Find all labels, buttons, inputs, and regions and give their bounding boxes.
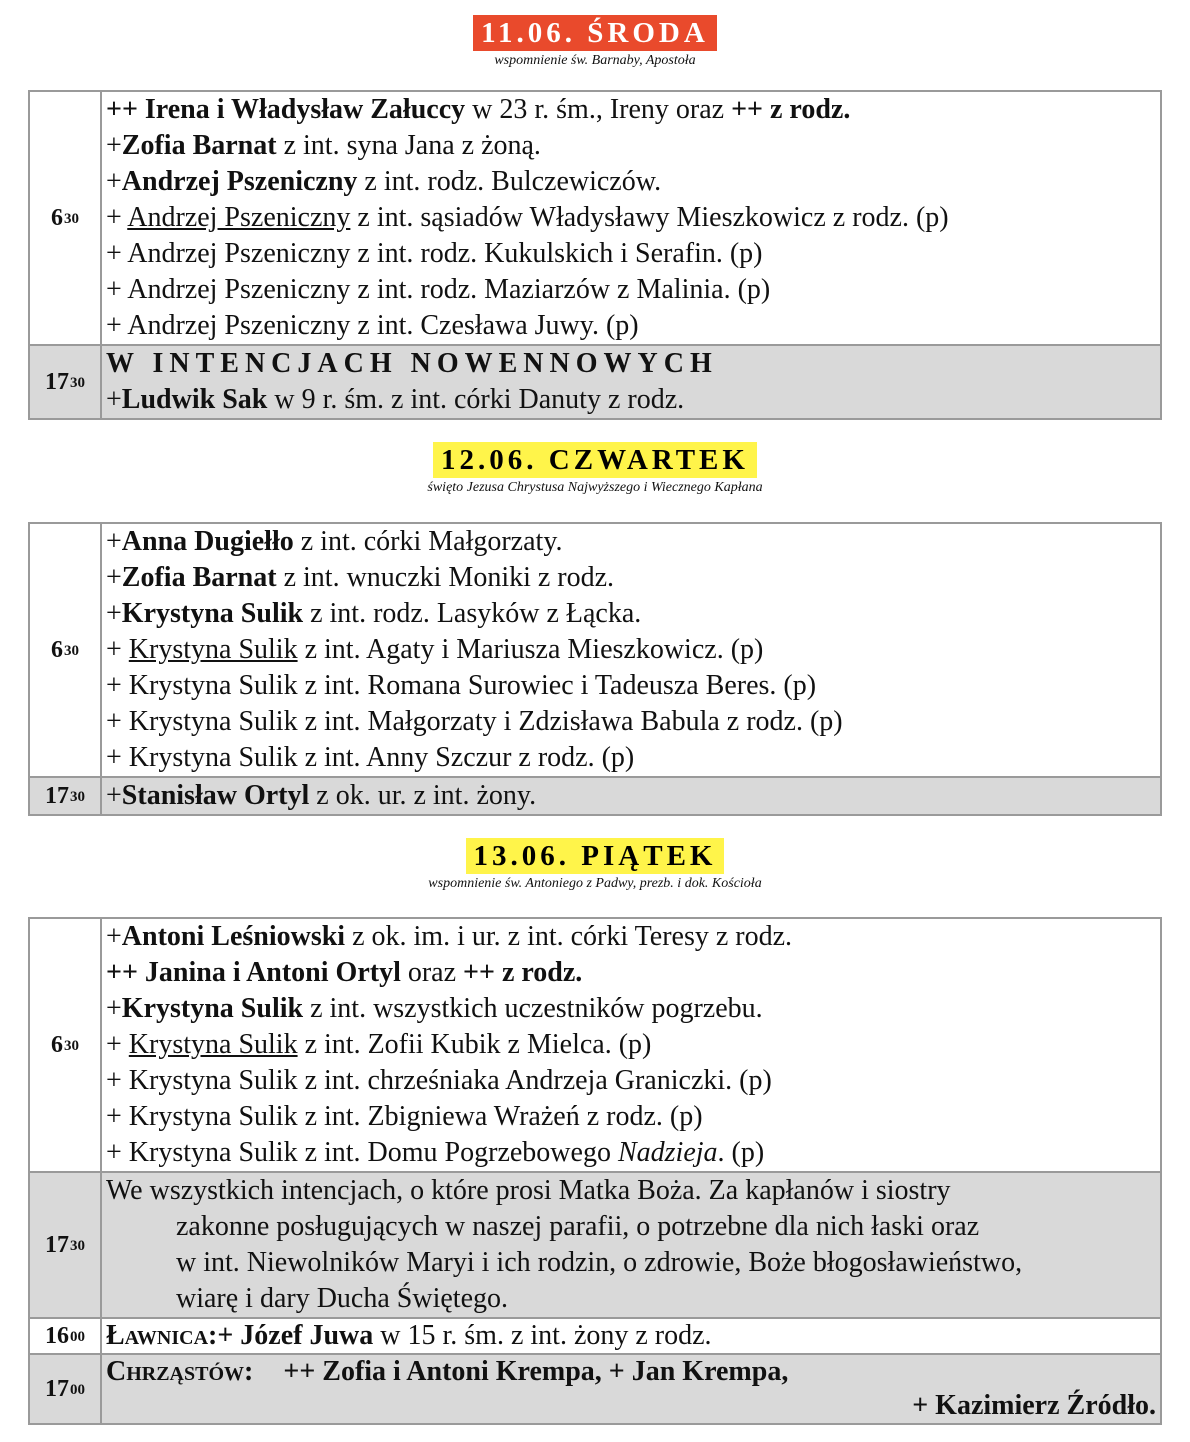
mass-time: $17^{30}$	[29, 777, 101, 815]
intention-line: + Krystyna Sulik z int. Romana Surowiec i Tadeusza Beres. (p)	[106, 670, 817, 701]
mass-table-day-3	[28, 917, 1162, 1425]
intention-line: +Ludwik Sak w 9 r. śm. z int. córki Danuty z rodz.	[106, 384, 685, 415]
mass-row-evening	[29, 777, 1161, 815]
intention-line: +Stanisław Ortyl z ok. ur. z int. żony.	[106, 780, 537, 811]
day-title: 11.06. ŚRODA	[473, 15, 717, 51]
place-name: Chrząstów:	[106, 1356, 254, 1387]
mass-time: $6^{30}$	[29, 918, 101, 1172]
intention-line: + Krystyna Sulik z int. Zofii Kubik z Mielca. (p)	[106, 1029, 652, 1060]
mass-table-day-1	[28, 90, 1162, 420]
intention-line: +Anna Dugiełło z int. córki Małgorzaty.	[106, 526, 563, 557]
intentions	[101, 1354, 1161, 1424]
intention-line: +Antoni Leśniowski z ok. im. i ur. z int. córki Teresy z rodz.	[106, 921, 793, 952]
day-title: 12.06. CZWARTEK	[433, 442, 757, 478]
intention-line: +Zofia Barnat z int. syna Jana z żoną.	[106, 130, 541, 161]
paragraph-line: zakonne posługujących w naszej parafii, o potrzebne dla nich łaski oraz	[176, 1211, 980, 1242]
paragraph-line: We wszystkich intencjach, o które prosi Matka Boża. Za kapłanów i siostry	[106, 1175, 951, 1206]
intention-line: + Krystyna Sulik z int. Domu Pogrzebowego Nadzieja. (p)	[106, 1137, 765, 1168]
mass-time: $17^{30}$	[29, 1172, 101, 1318]
intentions	[101, 777, 1161, 815]
intentions	[101, 345, 1161, 419]
paragraph-line: wiarę i dary Ducha Świętego.	[176, 1283, 508, 1314]
mass-table-day-2	[28, 522, 1162, 816]
intention-line: + Kazimierz Źródło.	[912, 1390, 1156, 1421]
intention-line: +Zofia Barnat z int. wnuczki Moniki z rodz.	[106, 562, 615, 593]
intention-line: + Andrzej Pszeniczny z int. rodz. Maziarzów z Malinia. (p)	[106, 274, 771, 305]
intentions	[101, 918, 1161, 1172]
intention-line: +Krystyna Sulik z int. wszystkich uczestników pogrzebu.	[106, 993, 763, 1024]
intentions	[101, 1318, 1161, 1354]
intention-line: ++ Irena i Władysław Załuccy w 23 r. śm., Ireny oraz ++ z rodz.	[106, 94, 851, 125]
intention-line: + Krystyna Sulik z int. Agaty i Mariusza Mieszkowicz. (p)	[106, 634, 764, 665]
mass-time: $6^{30}$	[29, 91, 101, 345]
intention-line: Ławnica:+ Józef Juwa w 15 r. śm. z int. żony z rodz.	[106, 1320, 712, 1351]
mass-time: $17^{30}$	[29, 345, 101, 419]
intention-line: + Andrzej Pszeniczny z int. sąsiadów Władysławy Mieszkowicz z rodz. (p)	[106, 202, 949, 233]
day-header-3	[0, 838, 1190, 893]
mass-time: $17^{00}$	[29, 1354, 101, 1424]
day-subtitle: wspomnienie św. Antoniego z Padwy, prezb. i dok. Kościoła	[428, 876, 762, 891]
intention-line: + Andrzej Pszeniczny z int. rodz. Kukulskich i Serafin. (p)	[106, 238, 763, 269]
mass-row-morning	[29, 523, 1161, 777]
intention-line: + Krystyna Sulik z int. Zbigniewa Wrażeń z rodz. (p)	[106, 1101, 703, 1132]
intentions	[101, 1172, 1161, 1318]
mass-time: $16^{00}$	[29, 1318, 101, 1354]
intention-paragraph	[106, 1173, 1156, 1317]
mass-row-lawnica	[29, 1318, 1161, 1354]
mass-time: $6^{30}$	[29, 523, 101, 777]
intention-line: + Krystyna Sulik z int. chrześniaka Andrzeja Graniczki. (p)	[106, 1065, 772, 1096]
intentions	[101, 523, 1161, 777]
novena-heading: W INTENCJACH NOWENNOWYCH	[106, 348, 718, 379]
mass-row-evening	[29, 345, 1161, 419]
intention-line: + Andrzej Pszeniczny z int. Czesława Juwy. (p)	[106, 310, 639, 341]
intention-line: ++ Janina i Antoni Ortyl oraz ++ z rodz.	[106, 957, 583, 988]
intention-line: Chrząstów: ++ Zofia i Antoni Krempa, + Jan Krempa,	[106, 1356, 789, 1387]
intention-line: + Krystyna Sulik z int. Anny Szczur z rodz. (p)	[106, 742, 635, 773]
intention-line: +Krystyna Sulik z int. rodz. Lasyków z Łącka.	[106, 598, 642, 629]
intention-line: + Krystyna Sulik z int. Małgorzaty i Zdzisława Babula z rodz. (p)	[106, 706, 843, 737]
day-header-2	[0, 442, 1190, 497]
day-subtitle: wspomnienie św. Barnaby, Apostoła	[494, 53, 696, 68]
paragraph-line: w int. Niewolników Maryi i ich rodzin, o zdrowie, Boże błogosławieństwo,	[176, 1247, 1023, 1278]
day-header-1	[0, 15, 1190, 70]
day-subtitle: święto Jezusa Chrystusa Najwyższego i Wiecznego Kapłana	[427, 480, 763, 495]
mass-row-chrzastow	[29, 1354, 1161, 1424]
place-name: Ławnica:	[106, 1320, 218, 1351]
intention-line: +Andrzej Pszeniczny z int. rodz. Bulczewiczów.	[106, 166, 662, 197]
intentions	[101, 91, 1161, 345]
day-title: 13.06. PIĄTEK	[466, 838, 725, 874]
mass-row-morning	[29, 91, 1161, 345]
mass-row-evening	[29, 1172, 1161, 1318]
mass-row-morning	[29, 918, 1161, 1172]
